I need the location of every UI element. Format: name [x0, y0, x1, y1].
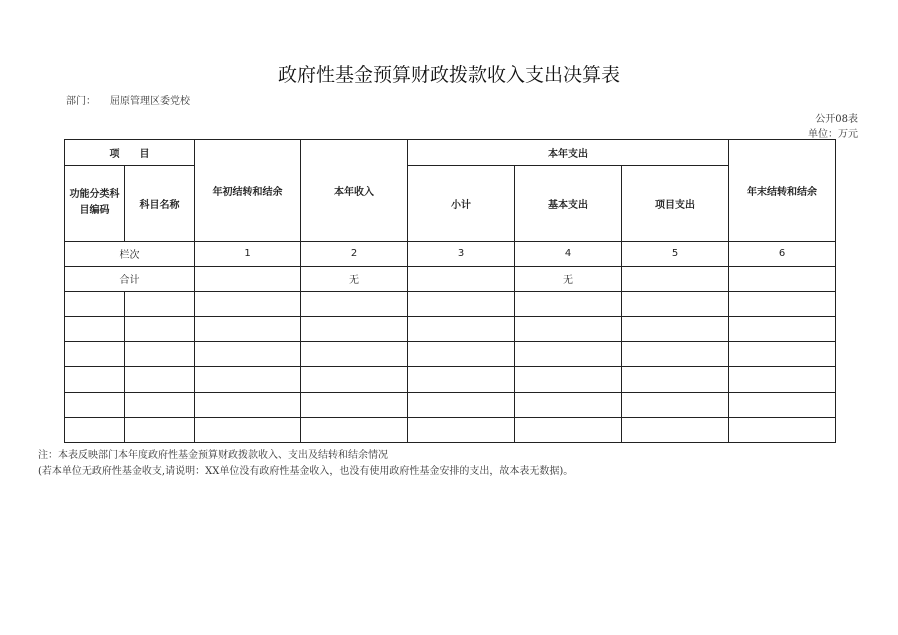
table-cell [195, 392, 301, 417]
header-item: 项 目 [65, 140, 195, 166]
table-cell [729, 367, 836, 392]
table-cell [195, 317, 301, 342]
table-cell [301, 291, 408, 316]
header-expense-group: 本年支出 [408, 140, 729, 166]
table-cell [125, 392, 195, 417]
total-end-balance [729, 266, 836, 291]
header-subject-name: 科目名称 [125, 166, 195, 241]
table-cell [729, 342, 836, 367]
table-cell [301, 367, 408, 392]
table-cell [408, 291, 515, 316]
header-func-code: 功能分类科目编码 [65, 166, 125, 241]
note-line-2: (若本单位无政府性基金收支,请说明：XX单位没有政府性基金收入，也没有使用政府性基金安排的支出，故本表无数据)。 [38, 466, 574, 477]
table-cell [125, 367, 195, 392]
column-index-3: 3 [408, 241, 515, 266]
table-cell [65, 417, 125, 442]
table-cell [515, 367, 622, 392]
column-index-1: 1 [195, 241, 301, 266]
table-cell [729, 417, 836, 442]
budget-table [64, 139, 836, 443]
table-cell [195, 291, 301, 316]
table-cell [65, 367, 125, 392]
total-begin-balance [195, 266, 301, 291]
table-cell [408, 342, 515, 367]
department-label: 部门： [66, 96, 96, 107]
department-line [66, 92, 190, 107]
total-project [622, 266, 729, 291]
column-index-label: 栏次 [65, 241, 195, 266]
header-project-expense: 项目支出 [622, 166, 729, 241]
page-title: 政府性基金预算财政拨款收入支出决算表 [277, 64, 620, 86]
header-end-balance: 年末结转和结余 [729, 140, 836, 242]
table-row [65, 291, 836, 316]
total-subtotal [408, 266, 515, 291]
table-cell [622, 317, 729, 342]
table-cell [65, 291, 125, 316]
unit-label: 单位：万元 [808, 129, 858, 140]
table-cell [195, 367, 301, 392]
table-row [65, 342, 836, 367]
table-cell [195, 417, 301, 442]
table-cell [125, 342, 195, 367]
table-cell [408, 392, 515, 417]
header-income: 本年收入 [301, 140, 408, 242]
table-cell [125, 417, 195, 442]
note-line-1: 注：本表反映部门本年度政府性基金预算财政拨款收入、支出及结转和结余情况 [38, 450, 388, 461]
table-row [65, 317, 836, 342]
header-subtotal: 小计 [408, 166, 515, 241]
table-cell [515, 291, 622, 316]
table-row [65, 367, 836, 392]
table-cell [515, 392, 622, 417]
table-cell [301, 417, 408, 442]
table-cell [125, 291, 195, 316]
column-index-2: 2 [301, 241, 408, 266]
column-index-4: 4 [515, 241, 622, 266]
table-cell [515, 342, 622, 367]
table-cell [622, 367, 729, 392]
table-cell [729, 392, 836, 417]
table-cell [125, 317, 195, 342]
table-cell [515, 417, 622, 442]
table-cell [301, 317, 408, 342]
table-row [65, 392, 836, 417]
table-cell [622, 291, 729, 316]
table-cell [195, 342, 301, 367]
table-cell [515, 317, 622, 342]
table-cell [622, 417, 729, 442]
table-cell [622, 392, 729, 417]
total-row-label: 合计 [65, 266, 195, 291]
total-basic: 无 [515, 266, 622, 291]
table-cell [408, 367, 515, 392]
table-row [65, 417, 836, 442]
table-cell [408, 417, 515, 442]
table-cell [622, 342, 729, 367]
table-code: 公开08表 [815, 114, 858, 125]
department-value: 屈原管理区委党校 [110, 96, 190, 107]
column-index-6: 6 [729, 241, 836, 266]
table-cell [408, 317, 515, 342]
column-index-5: 5 [622, 241, 729, 266]
table-cell [65, 392, 125, 417]
table-cell [301, 392, 408, 417]
table-cell [65, 342, 125, 367]
total-income: 无 [301, 266, 408, 291]
table-cell [729, 291, 836, 316]
header-begin-balance: 年初结转和结余 [195, 140, 301, 242]
table-cell [729, 317, 836, 342]
table-cell [301, 342, 408, 367]
table-cell [65, 317, 125, 342]
header-basic-expense: 基本支出 [515, 166, 622, 241]
